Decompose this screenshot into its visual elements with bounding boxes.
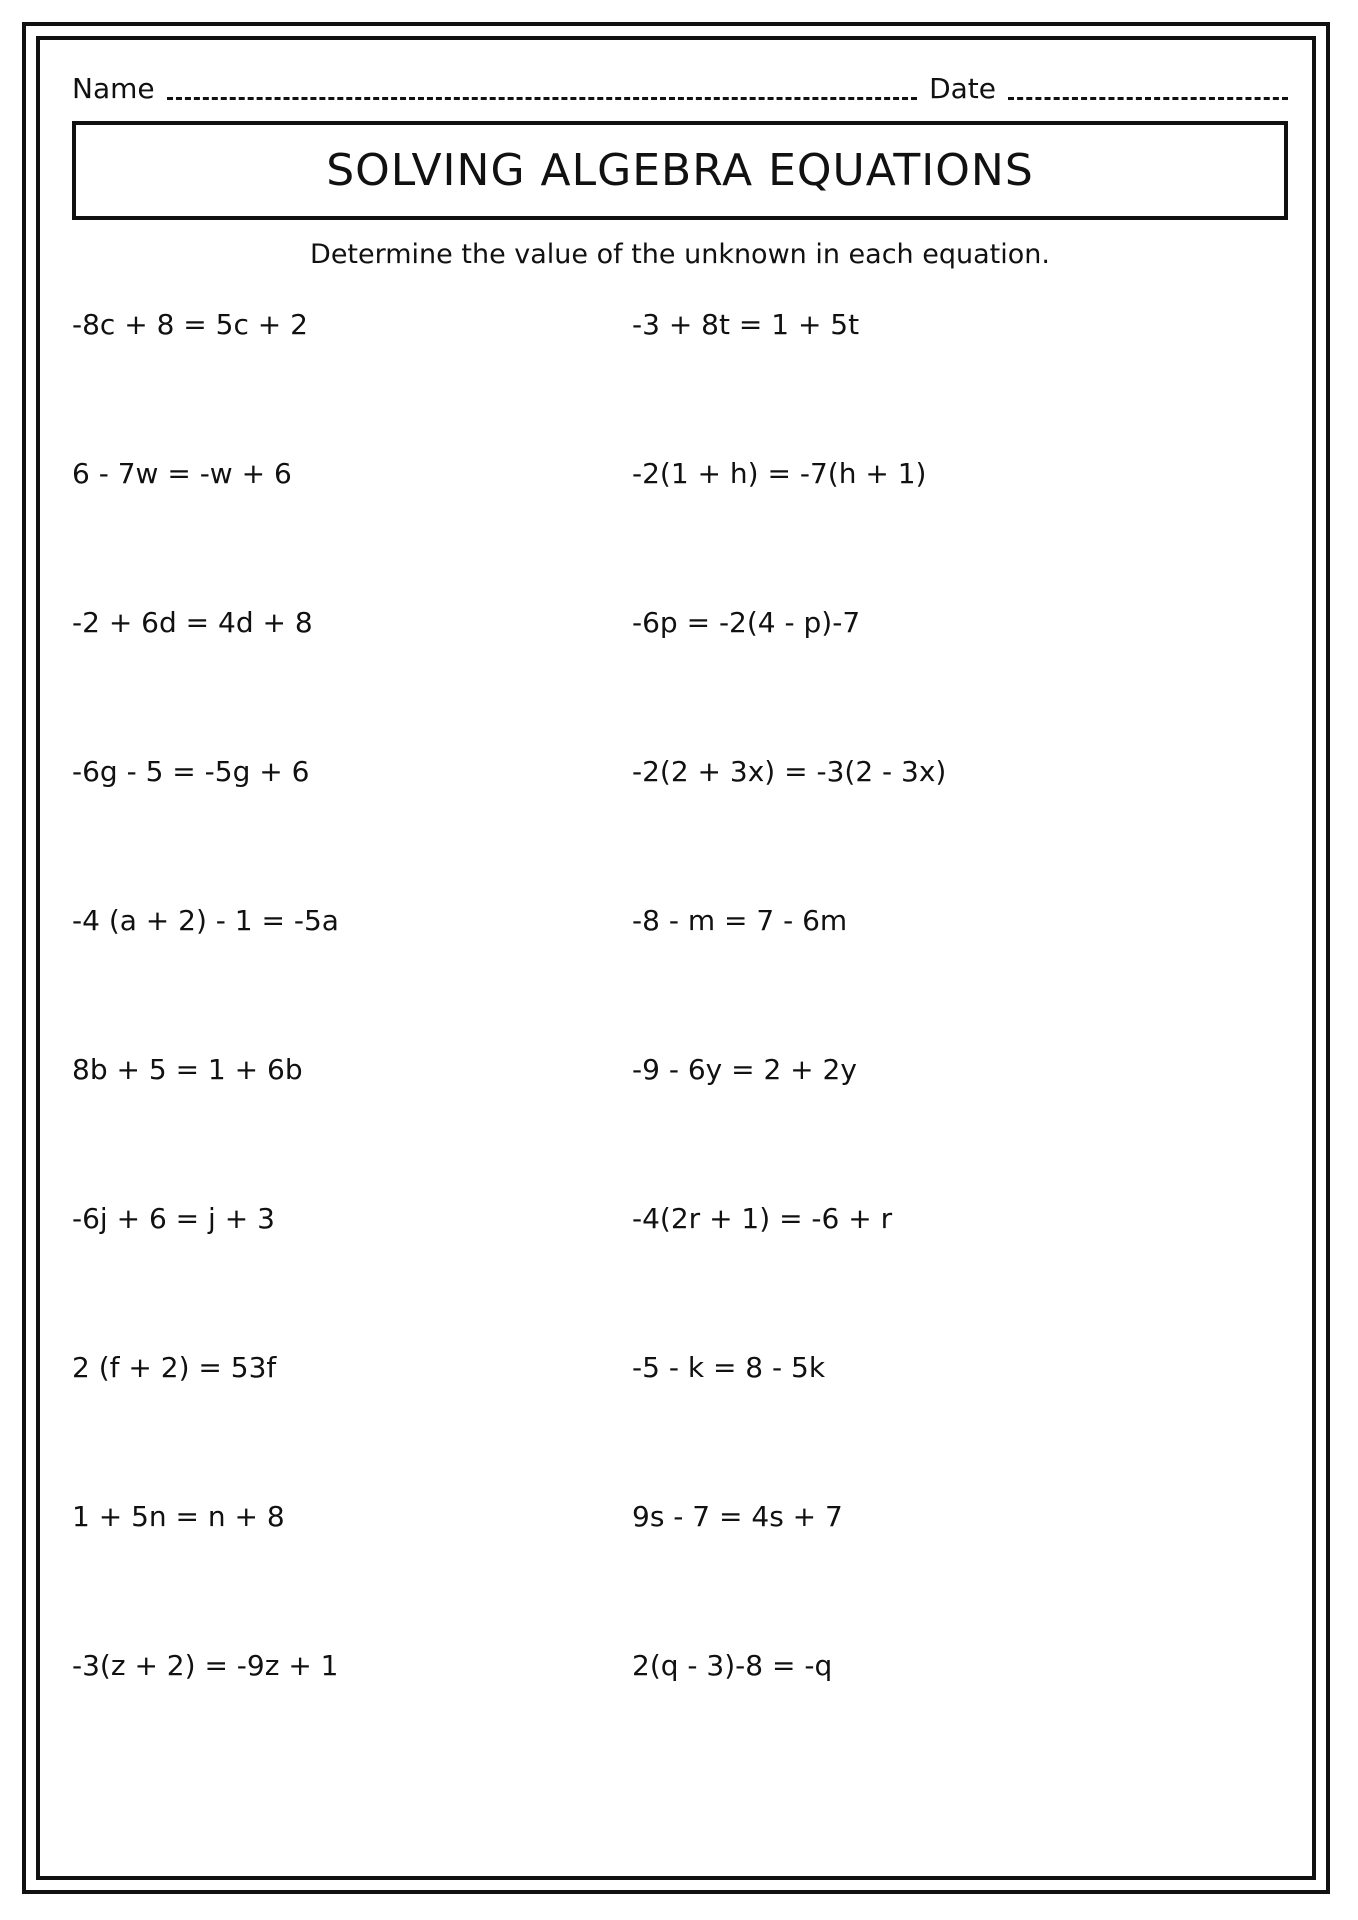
problem-row [72,307,1288,456]
equation-11: 8b + 5 = 1 + 6b [72,1053,303,1086]
problem-row [72,456,1288,605]
equation-18: 9s - 7 = 4s + 7 [632,1500,843,1533]
problem-row [72,1201,1288,1350]
date-label: Date [929,72,996,105]
equation-12: -9 - 6y = 2 + 2y [632,1053,857,1086]
equation-14: -4(2r + 1) = -6 + r [632,1202,893,1235]
equation-16: -5 - k = 8 - 5k [632,1351,826,1384]
equation-8: -2(2 + 3x) = -3(2 - 3x) [632,755,947,788]
problem-grid [72,307,1288,1797]
problem-row [72,754,1288,903]
equation-5: -2 + 6d = 4d + 8 [72,606,313,639]
equation-6: -6p = -2(4 - p)-7 [632,606,861,639]
equation-9: -4 (a + 2) - 1 = -5a [72,904,339,937]
problem-row [72,1052,1288,1201]
equation-7: -6g - 5 = -5g + 6 [72,755,310,788]
equation-3: 6 - 7w = -w + 6 [72,457,292,490]
equation-20: 2(q - 3)-8 = -q [632,1649,833,1682]
equation-1: -8c + 8 = 5c + 2 [72,308,308,341]
problem-row [72,605,1288,754]
worksheet-title: SOLVING ALGEBRA EQUATIONS [326,145,1034,196]
name-date-line [72,66,1288,106]
equation-19: -3(z + 2) = -9z + 1 [72,1649,339,1682]
problem-row [72,1648,1288,1797]
equation-10: -8 - m = 7 - 6m [632,904,848,937]
equation-2: -3 + 8t = 1 + 5t [632,308,860,341]
name-blank-line[interactable] [167,97,917,100]
equation-17: 1 + 5n = n + 8 [72,1500,285,1533]
problem-row [72,903,1288,1052]
equation-4: -2(1 + h) = -7(h + 1) [632,457,927,490]
problem-row [72,1350,1288,1499]
equation-15: 2 (f + 2) = 53f [72,1351,277,1384]
problem-row [72,1499,1288,1648]
equation-13: -6j + 6 = j + 3 [72,1202,275,1235]
date-blank-line[interactable] [1008,97,1288,100]
instructions-text: Determine the value of the unknown in each equation. [310,239,1050,270]
name-label: Name [72,72,155,105]
worksheet-title-box [72,121,1288,220]
